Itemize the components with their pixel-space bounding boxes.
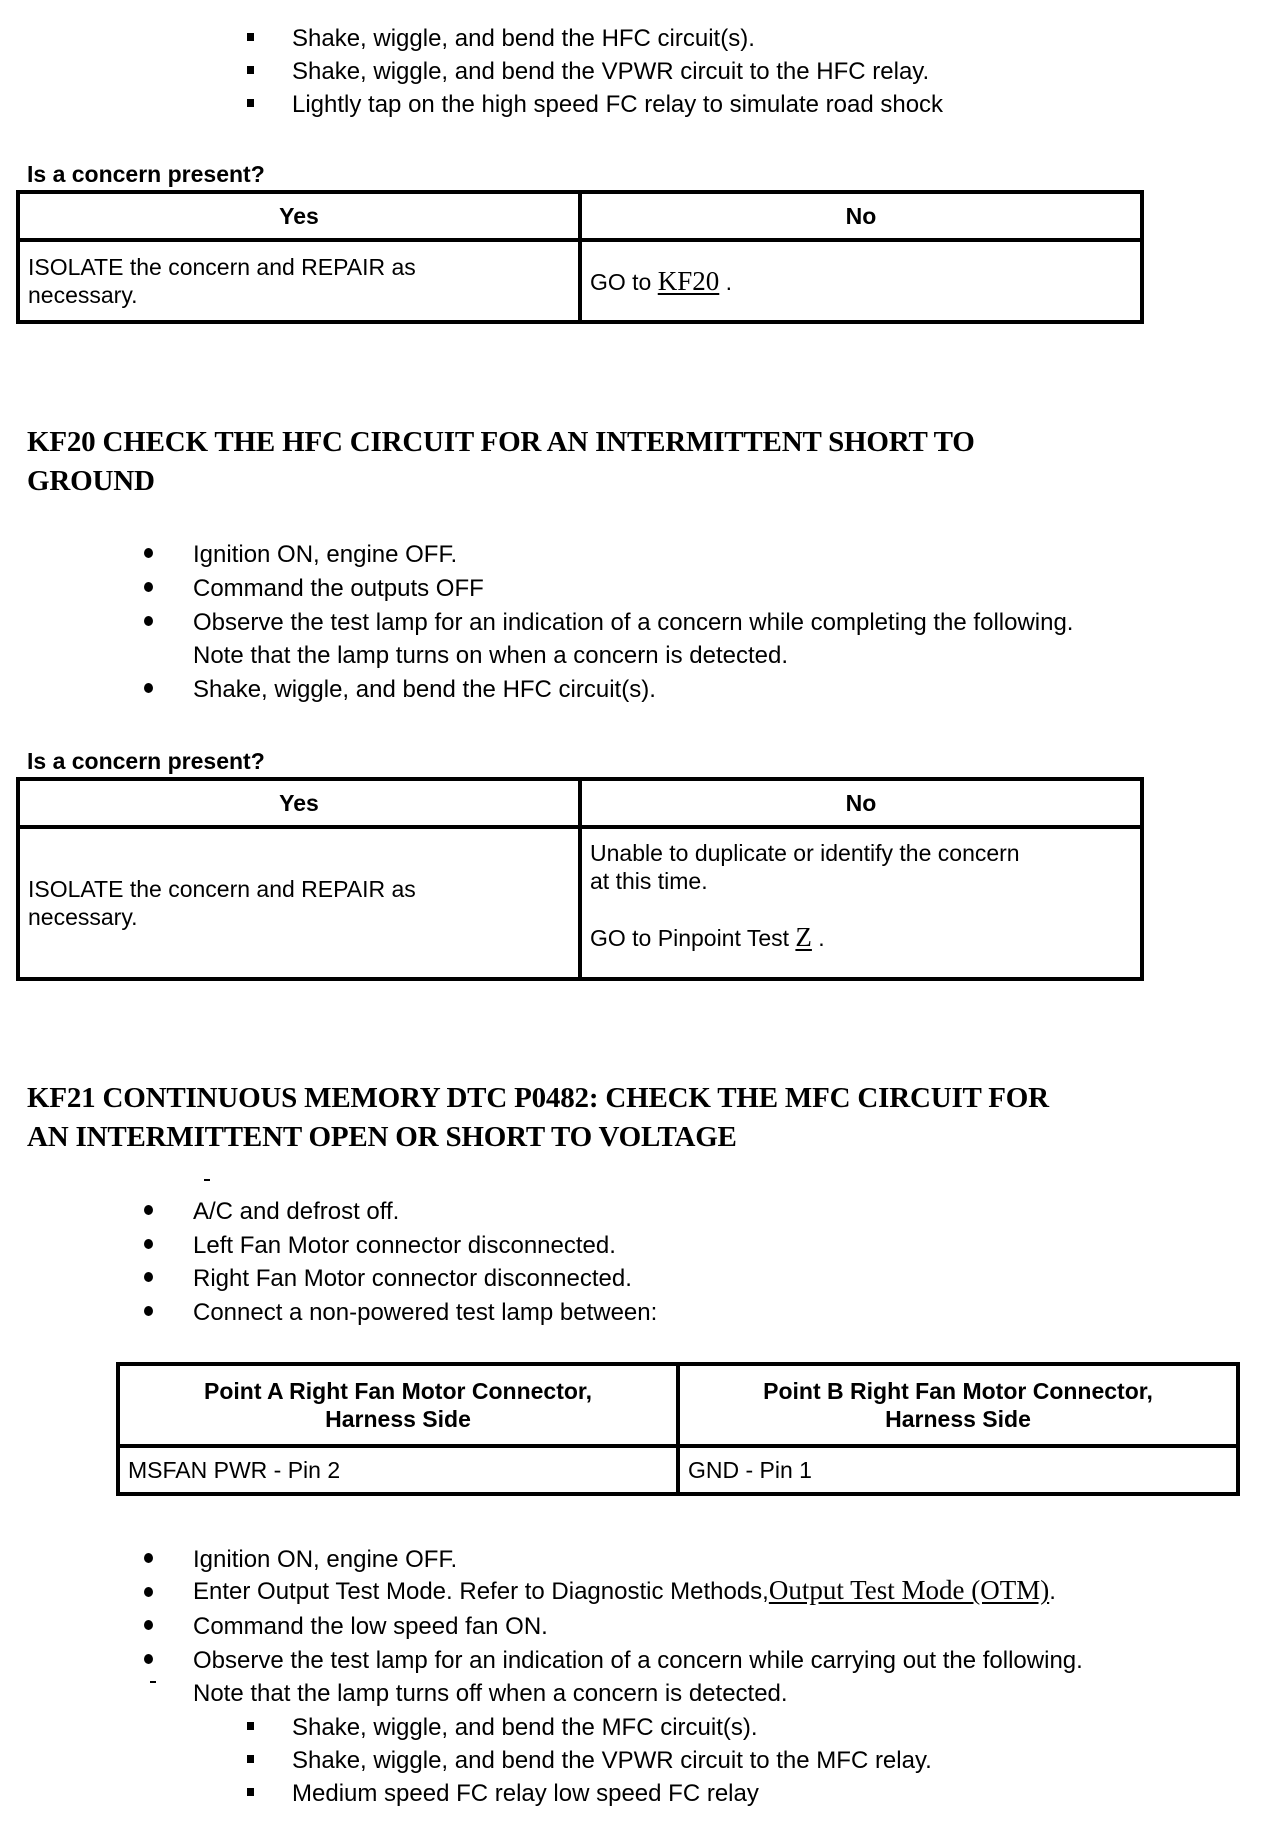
no-prefix: GO to bbox=[590, 268, 658, 295]
bullet-icon bbox=[144, 1654, 153, 1664]
square-bullet-icon bbox=[247, 1788, 254, 1796]
bullet-icon bbox=[144, 1306, 153, 1316]
section-heading-kf21 bbox=[27, 1079, 1049, 1157]
step: Connect a non-powered test lamp between: bbox=[193, 1299, 658, 1326]
bullet-icon bbox=[144, 548, 153, 558]
bullet-icon bbox=[144, 1205, 153, 1215]
step: Shake, wiggle, and bend the HFC circuit(s). bbox=[193, 676, 656, 703]
intro-step: Lightly tap on the high speed FC relay to simulate road shock bbox=[292, 91, 944, 118]
step: Observe the test lamp for an indication of a concern while completing the following. bbox=[193, 609, 1074, 636]
step: Command the outputs OFF bbox=[193, 575, 484, 602]
step-note: Note that the lamp turns off when a concern is detected. bbox=[193, 1680, 788, 1707]
table-row bbox=[118, 1446, 1238, 1494]
dash-mark bbox=[204, 1179, 210, 1181]
yes-action: ISOLATE the concern and REPAIR as necessary. bbox=[28, 254, 416, 308]
no-cell bbox=[580, 240, 1142, 322]
sub-step: Medium speed FC relay low speed FC relay bbox=[292, 1780, 759, 1807]
link-output-test-mode[interactable]: Output Test Mode (OTM) bbox=[768, 1575, 1050, 1605]
no-suffix: . bbox=[719, 268, 733, 295]
heading-line: AN INTERMITTENT OPEN OR SHORT TO VOLTAGE bbox=[27, 1121, 737, 1153]
square-bullet-icon bbox=[247, 99, 254, 107]
step: Left Fan Motor connector disconnected. bbox=[193, 1232, 616, 1259]
step: Command the low speed fan ON. bbox=[193, 1613, 548, 1640]
table-cell: GND - Pin 1 bbox=[678, 1446, 1238, 1494]
bullet-icon bbox=[144, 1553, 153, 1563]
bullet-icon bbox=[144, 1587, 153, 1597]
decision-question: Is a concern present? bbox=[27, 748, 265, 774]
yes-cell bbox=[18, 827, 580, 979]
link-pinpoint-z[interactable]: Z bbox=[795, 922, 812, 952]
bullet-icon bbox=[144, 1620, 153, 1630]
no-header: No bbox=[580, 779, 1142, 827]
no-text: at this time. bbox=[590, 868, 708, 894]
sub-step: Shake, wiggle, and bend the VPWR circuit to the MFC relay. bbox=[292, 1747, 932, 1774]
step: Ignition ON, engine OFF. bbox=[193, 541, 458, 568]
square-bullet-icon bbox=[247, 66, 254, 74]
header-line: Point B Right Fan Motor Connector, bbox=[763, 1378, 1153, 1404]
decision-table bbox=[16, 190, 1144, 324]
column-header-point-a bbox=[118, 1364, 678, 1446]
link-kf20[interactable]: KF20 bbox=[657, 265, 720, 296]
decision-table bbox=[16, 777, 1144, 981]
step: Ignition ON, engine OFF. bbox=[193, 1546, 458, 1573]
square-bullet-icon bbox=[247, 1722, 254, 1730]
dash-mark bbox=[150, 1681, 156, 1683]
no-prefix: GO to Pinpoint Test bbox=[590, 925, 796, 951]
table-cell: MSFAN PWR - Pin 2 bbox=[118, 1446, 678, 1494]
yes-cell bbox=[18, 240, 580, 322]
header-line: Harness Side bbox=[885, 1406, 1031, 1432]
bullet-icon bbox=[144, 683, 153, 693]
yes-header: Yes bbox=[18, 779, 580, 827]
header-line: Point A Right Fan Motor Connector, bbox=[204, 1378, 592, 1404]
header-line: Harness Side bbox=[325, 1406, 471, 1432]
heading-line: KF21 CONTINUOUS MEMORY DTC P0482: CHECK THE MFC CIRCUIT FOR bbox=[27, 1082, 1049, 1114]
heading-line: KF20 CHECK THE HFC CIRCUIT FOR AN INTERMITTENT SHORT TO bbox=[27, 426, 975, 458]
sub-step: Shake, wiggle, and bend the MFC circuit(s). bbox=[292, 1714, 758, 1741]
step: Right Fan Motor connector disconnected. bbox=[193, 1265, 632, 1292]
heading-line: GROUND bbox=[27, 465, 155, 497]
square-bullet-icon bbox=[247, 33, 254, 41]
bullet-icon bbox=[144, 1239, 153, 1249]
step-text: Enter Output Test Mode. Refer to Diagnostic Methods, bbox=[193, 1578, 769, 1605]
decision-question: Is a concern present? bbox=[27, 161, 265, 187]
step bbox=[193, 1574, 1056, 1608]
no-goto bbox=[590, 923, 1132, 952]
yes-header: Yes bbox=[18, 192, 580, 240]
step-suffix: . bbox=[1049, 1578, 1056, 1605]
no-text: Unable to duplicate or identify the concern bbox=[590, 840, 1020, 866]
square-bullet-icon bbox=[247, 1755, 254, 1763]
no-suffix: . bbox=[811, 925, 825, 951]
intro-step: Shake, wiggle, and bend the VPWR circuit to the HFC relay. bbox=[292, 58, 930, 85]
bullet-icon bbox=[144, 582, 153, 592]
intro-step: Shake, wiggle, and bend the HFC circuit(s). bbox=[292, 25, 755, 52]
no-cell bbox=[580, 827, 1142, 979]
step-note: Note that the lamp turns on when a concern is detected. bbox=[193, 642, 789, 669]
step: Observe the test lamp for an indication of a concern while carrying out the following. bbox=[193, 1647, 1083, 1674]
bullet-icon bbox=[144, 616, 153, 626]
no-header: No bbox=[580, 192, 1142, 240]
yes-action: ISOLATE the concern and REPAIR as necessary. bbox=[28, 876, 416, 930]
step: A/C and defrost off. bbox=[193, 1198, 400, 1225]
column-header-point-b bbox=[678, 1364, 1238, 1446]
section-heading-kf20 bbox=[27, 423, 975, 501]
bullet-icon bbox=[144, 1272, 153, 1282]
connection-table bbox=[116, 1362, 1240, 1496]
